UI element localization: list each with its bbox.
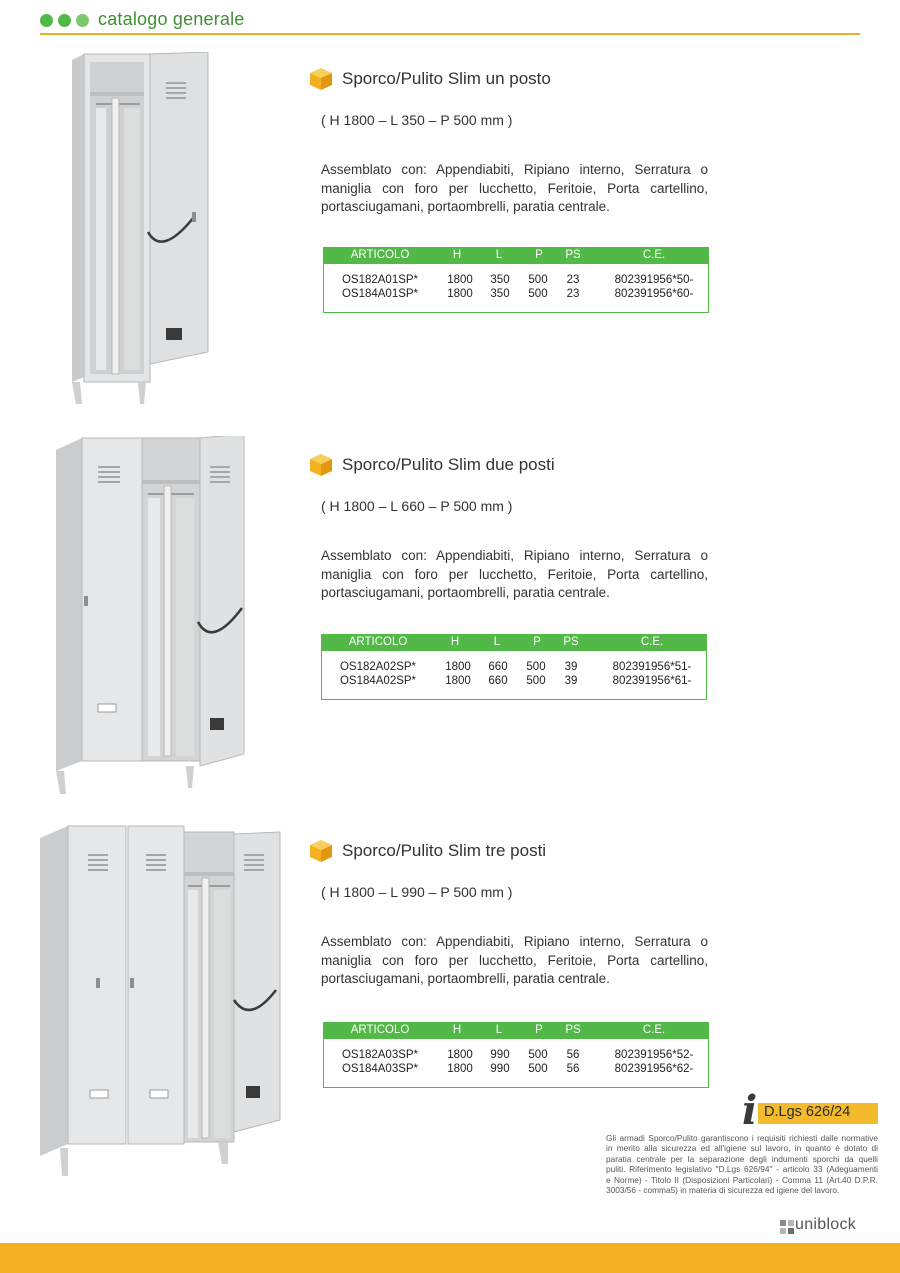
legal-line: paratia centrale per la separazione degli indumenti sporchi da quelli: [606, 1153, 878, 1164]
uniblock-logo-icon: [780, 1220, 794, 1234]
legal-line: Gli armadi Sporco/Pulito garantiscono i requisiti richiesti dalle normative: [606, 1133, 878, 1143]
col-header-l: L: [495, 1024, 503, 1036]
table-header: [322, 635, 706, 651]
col-header-p: P: [535, 1024, 543, 1036]
description-line: maniglia con foro per lucchetto, Feritoie, Porta cartellino,: [321, 566, 708, 582]
col-header-h: H: [450, 636, 460, 648]
legal-line: puliti. Riferimento legislativo "D.Lgs 626/94" - articolo 33 (Adeguamenti: [606, 1164, 878, 1175]
product-description: [321, 933, 708, 989]
col-header-p: P: [535, 249, 543, 261]
product-description: [321, 547, 708, 603]
description-line: Assemblato con: Appendiabiti, Ripiano interno, Serratura o: [321, 548, 708, 563]
legal-badge: [740, 1087, 880, 1134]
product-block: [0, 452, 900, 838]
col-header-p: P: [533, 636, 541, 648]
table-cell: 802391956*52-: [614, 1049, 694, 1061]
table-cell: 56: [566, 1063, 580, 1075]
table-cell: 23: [566, 288, 580, 300]
table-cell: 1800: [447, 288, 473, 300]
header-title: catalogo generale: [98, 9, 245, 29]
table-cell: 1800: [447, 274, 473, 286]
table-cell: 660: [488, 675, 508, 687]
locker-image-triple: [38, 824, 288, 1192]
table-cell: OS184A03SP*: [341, 1063, 419, 1075]
footer-bar: [0, 1243, 900, 1273]
legal-text: [606, 1133, 878, 1195]
table-cell: OS182A03SP*: [341, 1049, 419, 1061]
page-header: [40, 8, 860, 38]
description-line: maniglia con foro per lucchetto, Feritoie, Porta cartellino,: [321, 180, 708, 196]
product-dimensions: ( H 1800 – L 350 – P 500 mm ): [321, 112, 513, 128]
table-cell: 500: [526, 661, 546, 673]
col-header-ps: PS: [563, 636, 579, 648]
table-cell: OS182A02SP*: [339, 661, 417, 673]
table-cell: 660: [488, 661, 508, 673]
header-dot-icon: [76, 14, 89, 27]
table-cell: 990: [490, 1049, 510, 1061]
col-header-h: H: [452, 1024, 462, 1036]
description-line: Assemblato con: Appendiabiti, Ripiano interno, Serratura o: [321, 162, 708, 177]
product-title-text: Sporco/Pulito Slim due posti: [342, 455, 555, 474]
table-cell: 1800: [447, 1063, 473, 1075]
col-header-ce: C.E.: [642, 249, 666, 261]
header-dot-icon: [40, 14, 53, 27]
col-header-ps: PS: [565, 249, 581, 261]
table-cell: 802391956*62-: [614, 1063, 694, 1075]
description-line: Assemblato con: Appendiabiti, Ripiano interno, Serratura o: [321, 934, 708, 949]
table-cell: 39: [564, 675, 578, 687]
col-header-articolo: ARTICOLO: [348, 636, 408, 648]
product-title-text: Sporco/Pulito Slim tre posti: [342, 841, 547, 860]
table-cell: 56: [566, 1049, 580, 1061]
table-cell: 350: [490, 274, 510, 286]
description-line: portasciugamani, portaombrelli, paratia centrale.: [321, 585, 610, 600]
cube-icon: [308, 452, 334, 478]
table-header: [324, 1023, 708, 1039]
description-line: portasciugamani, portaombrelli, paratia centrale.: [321, 971, 610, 986]
product-table: [323, 247, 709, 313]
legal-line: in merito alla sicurezza ed all'igiene sul lavoro, in quanto è dotato di: [606, 1143, 878, 1154]
table-cell: 500: [528, 274, 548, 286]
product-dimensions: ( H 1800 – L 990 – P 500 mm ): [321, 884, 513, 900]
product-dimensions: ( H 1800 – L 660 – P 500 mm ): [321, 498, 513, 514]
product-table: [323, 1022, 709, 1088]
col-header-l: L: [495, 249, 503, 261]
header-rule: [40, 33, 860, 35]
table-cell: OS184A02SP*: [339, 675, 417, 687]
cube-icon: [308, 66, 334, 92]
description-line: maniglia con foro per lucchetto, Feritoie, Porta cartellino,: [321, 952, 708, 968]
table-cell: 500: [528, 288, 548, 300]
col-header-ce: C.E.: [642, 1024, 666, 1036]
product-table: [321, 634, 707, 700]
product-description: [321, 161, 708, 217]
description-line: portasciugamani, portaombrelli, paratia centrale.: [321, 199, 610, 214]
locker-image-double: [52, 436, 252, 794]
table-cell: 1800: [445, 661, 471, 673]
table-cell: 802391956*51-: [612, 661, 692, 673]
table-cell: 23: [566, 274, 580, 286]
table-cell: OS184A01SP*: [341, 288, 419, 300]
legal-line: 3003/56 - comma5) in materia di sicurezza ed igiene del lavoro.: [606, 1185, 840, 1196]
table-cell: 802391956*60-: [614, 288, 694, 300]
product-title-text: Sporco/Pulito Slim un posto: [342, 69, 551, 88]
col-header-articolo: ARTICOLO: [350, 249, 410, 261]
col-header-ce: C.E.: [640, 636, 664, 648]
table-cell: 802391956*50-: [614, 274, 694, 286]
info-icon: i: [742, 1087, 758, 1134]
table-cell: 350: [490, 288, 510, 300]
header-dot-icon: [58, 14, 71, 27]
product-block: [0, 66, 900, 452]
table-cell: 990: [490, 1063, 510, 1075]
table-cell: 802391956*61-: [612, 675, 692, 687]
legal-line: e Norme) - Titolo II (Disposizioni Particolari) - Comma 11 (Art.40 D.P.R.: [606, 1174, 878, 1185]
col-header-h: H: [452, 249, 462, 261]
table-cell: 1800: [447, 1049, 473, 1061]
table-header: [324, 248, 708, 264]
col-header-articolo: ARTICOLO: [350, 1024, 410, 1036]
table-cell: 500: [528, 1049, 548, 1061]
legal-badge-text: D.Lgs 626/24: [764, 1104, 851, 1120]
table-cell: 1800: [445, 675, 471, 687]
table-cell: 500: [528, 1063, 548, 1075]
col-header-l: L: [493, 636, 501, 648]
table-cell: OS182A01SP*: [341, 274, 419, 286]
col-header-ps: PS: [565, 1024, 581, 1036]
locker-image-single: [62, 52, 217, 407]
table-cell: 39: [564, 661, 578, 673]
cube-icon: [308, 838, 334, 864]
table-cell: 500: [526, 675, 546, 687]
brand-name: uniblock: [795, 1216, 857, 1233]
